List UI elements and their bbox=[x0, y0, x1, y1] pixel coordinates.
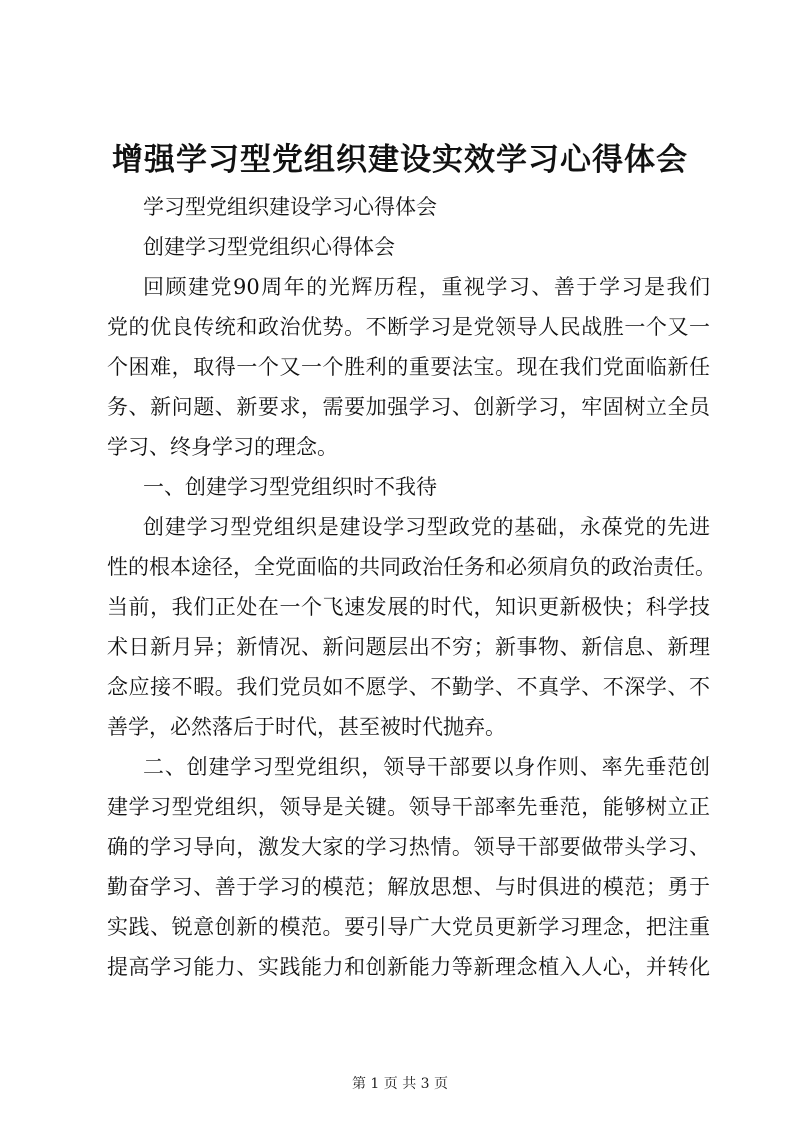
paragraph-line: 实践、锐意创新的模范。要引导广大党员更新学习理念，把注重 bbox=[107, 915, 710, 939]
section-heading-1: 一、创建学习型党组织时不我待 bbox=[143, 475, 437, 499]
paragraph-line: 性的根本途径，全党面临的共同政治任务和必须肩负的政治责任。 bbox=[107, 555, 716, 579]
page-number-footer: 第 1 页 共 3 页 bbox=[351, 1076, 449, 1092]
paragraph-line: 回顾建党90周年的光辉历程，重视学习、善于学习是我们 bbox=[143, 275, 710, 299]
subtitle-2: 创建学习型党组织心得体会 bbox=[143, 235, 395, 259]
section-heading-2: 二、创建学习型党组织，领导干部要以身作则、率先垂范创 bbox=[143, 755, 710, 779]
paragraph-line: 当前，我们正处在一个飞速发展的时代，知识更新极快；科学技 bbox=[107, 595, 710, 619]
paragraph-line: 建学习型党组织，领导是关键。领导干部率先垂范，能够树立正 bbox=[107, 795, 710, 819]
document-title: 增强学习型党组织建设实效学习心得体会 bbox=[112, 142, 688, 178]
paragraph-line: 勤奋学习、善于学习的模范；解放思想、与时俱进的模范；勇于 bbox=[107, 875, 710, 899]
paragraph-line: 善学，必然落后于时代，甚至被时代抛弃。 bbox=[107, 715, 506, 739]
paragraph-line: 学习、终身学习的理念。 bbox=[107, 435, 338, 459]
paragraph-line: 创建学习型党组织是建设学习型政党的基础，永葆党的先进 bbox=[143, 515, 710, 539]
paragraph-line: 务、新问题、新要求，需要加强学习、创新学习，牢固树立全员 bbox=[107, 395, 710, 419]
paragraph-line: 个困难，取得一个又一个胜利的重要法宝。现在我们党面临新任 bbox=[107, 355, 710, 379]
paragraph-line: 术日新月异；新情况、新问题层出不穷；新事物、新信息、新理 bbox=[107, 635, 710, 659]
paragraph-line: 念应接不暇。我们党员如不愿学、不勤学、不真学、不深学、不 bbox=[107, 675, 710, 699]
paragraph-line: 党的优良传统和政治优势。不断学习是党领导人民战胜一个又一 bbox=[107, 315, 710, 339]
document-body bbox=[107, 187, 716, 987]
paragraph-line: 确的学习导向，激发大家的学习热情。领导干部要做带头学习、 bbox=[107, 835, 710, 859]
subtitle-1: 学习型党组织建设学习心得体会 bbox=[143, 195, 437, 219]
paragraph-line: 提高学习能力、实践能力和创新能力等新理念植入人心，并转化 bbox=[107, 955, 710, 979]
